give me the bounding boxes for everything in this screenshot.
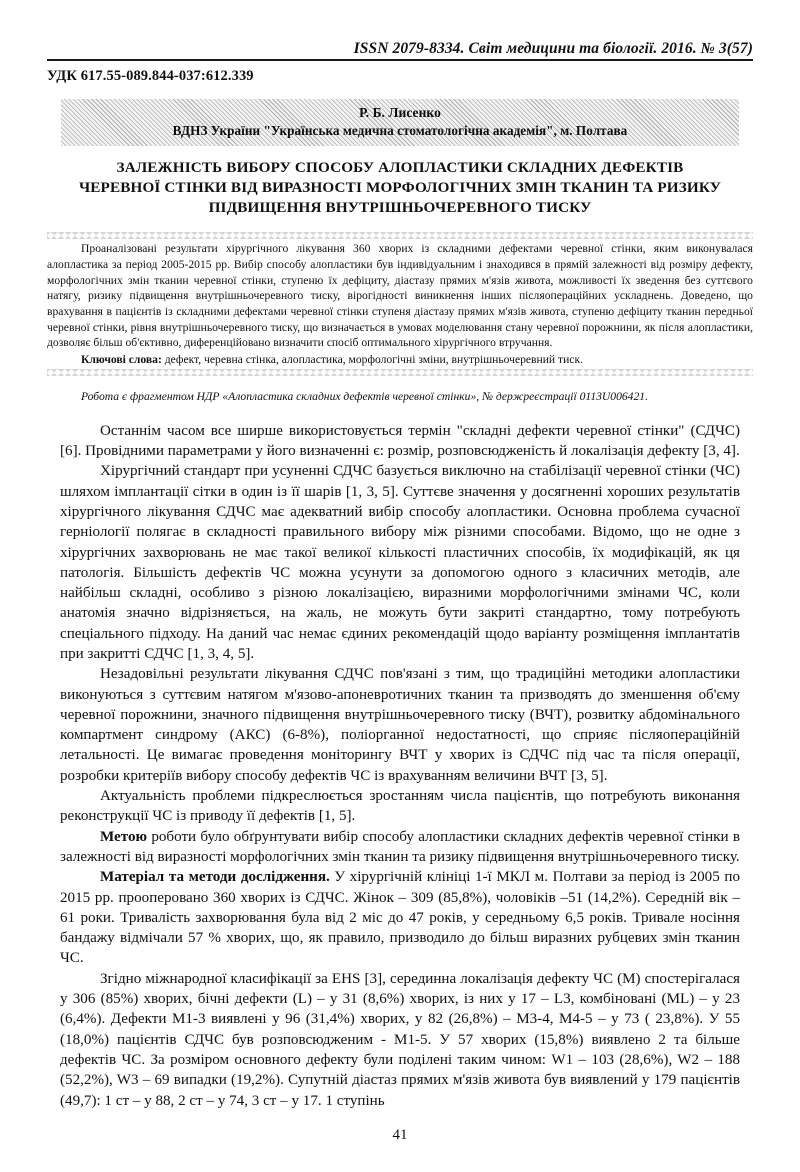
author-affiliation-block — [61, 99, 739, 146]
running-head: ISSN 2079-8334. Світ медицини та біології. 2016. № 3(57) — [353, 40, 753, 57]
methods-label: Матеріал та методи дослідження. — [100, 869, 330, 886]
abstract-bottom-rule — [47, 369, 753, 376]
article-title-line-1: ЗАЛЕЖНІСТЬ ВИБОРУ СПОСОБУ АЛОПЛАСТИКИ СКЛАДНИХ ДЕФЕКТІВ — [116, 158, 684, 176]
article-title-line-3: ПІДВИЩЕННЯ ВНУТРІШНЬОЧЕРЕВНОГО ТИСКУ — [208, 199, 592, 217]
article-title-line-2: ЧЕРЕВНОЇ СТІНКИ ВІД ВИРАЗНОСТІ МОРФОЛОГІЧНИХ ЗМІН ТКАНИН ТА РИЗИКУ — [78, 179, 722, 196]
body-paragraph: Незадовільні результати лікування СДЧС пов'язані з тим, що традиційні методики алопластики виконуються з суттєвим натягом м'язово-апоневротичних тканин та призводять до зменшення об'єму черевної порожнини, значного підвищення внутрішньочеревного тиску (ВЧТ), розвитку абдомінального компартмент синдрому (АКС) (6-8%), поліорганної недостатності, що сприяє післяопераційній летальності. Це вимагає проведення моніторингу ВЧТ у хворих із СДЧС під час та після операції, розробки критеріїв вибору способу дефектів ЧС із врахуванням величини ВЧТ [3, 5]. — [60, 666, 740, 784]
research-grant-note: Робота є фрагментом НДР «Алопластика складних дефектів черевної стінки», № держреєстрації 0113U006421. — [81, 389, 648, 403]
author-affiliation: ВДНЗ України "Українська медична стоматологічна академія", м. Полтава — [172, 123, 628, 139]
purpose-paragraph — [60, 827, 740, 868]
body-paragraph: Актуальність проблеми підкреслюється зростанням числа пацієнтів, що потребують виконання реконструкції ЧС із приводу її дефектів [1, 5]. — [60, 788, 740, 825]
classification-paragraph: Згідно міжнародної класифікації за EHS [3], серединна локалізація дефекту ЧС (М) спостерігалася у 306 (85%) хворих, бічні дефекти (L) – у 31 (8,6%) хворих, із них у 17 – L3, комбіновані (ML) – у 23 (6,4%). Дефекти М1-3 виявлені у 96 (31,4%) хворих, у 82 (26,8%) – М3-4, М4-5 – у 73 ( 23,8%). У 55 (18,0%) пацієнтів СДЧС був розповсюдженим - М1-5. У 57 хворих (15,8%) виявлено 2 та більше дефектів ЧС. За розміром основного дефекту були поділені таким чином: W1 – 103 (28,6%), W2 – 188 (52,2%), W3 – 69 випадки (19,2%). Супутній діастаз прямих м'язів живота був виявлений у 179 пацієнтів (49,7): 1 ст – у 88, 2 ст – у 74, 3 ст – у 17. 1 ступінь — [60, 970, 740, 1109]
abstract-section — [47, 241, 753, 351]
page-number: 41 — [392, 1127, 408, 1143]
body-paragraph: Хірургічний стандарт при усуненні СДЧС базується виключно на стабілізації черевної стінки (ЧС) шляхом імплантації сітки в один із її шарів [1, 3, 5]. Суттєве значення у досягненні хороших результатів хірургічного лікування СДЧС має адекватний вибір способу алопластики. Основна проблема сучасної герніології полягає в складності правильного вибору між різними способами. Відомо, що не одне з хірургічних захворювань не має такої великої кількості пластичних способів, їх модифікацій, як ця патологія. Більшість дефектів ЧС можна усунути за допомогою одного з класичних методів, але найбільш складні, особливо з різною локалізацією, виразними морфологічними змінами ЧС, коли анатомія значно відрізняється, на жаль, не можуть бути закриті стандартно, тому потребують спеціального підходу. На даний час немає єдиних рекомендацій щодо варіанту розміщення імплантатів при закритті СДЧС [1, 3, 4, 5]. — [60, 463, 740, 662]
keywords-label: Ключові слова: — [81, 353, 162, 367]
purpose-text: роботи було обґрунтувати вибір способу алопластики складних дефектів черевної стінки в залежності від виразності морфологічних змін тканин та ризику підвищення внутрішньочеревного тиску. — [60, 828, 740, 865]
methods-paragraph — [60, 867, 740, 968]
body-paragraph: Останнім часом все ширше використовується термін "складні дефекти черевної стінки" (СДЧС) [6]. Провідними параметрами у його визначенні є: розмір, розповсюдженість й локалізація дефекту [3, 4]. — [60, 422, 740, 460]
methods-text: У хірургічній клініці 1-ї МКЛ м. Полтави за період із 2005 по 2015 рр. прооперовано 360 хворих із СДЧС. Жінок – 309 (85,8%), чоловіків –51 (14,2%). Середній вік – 61 роки. Тривалість захворювання була від 2 міс до 47 років, у середньому 6,5 років. Тривале носіння бандажу відмічали 57 % хворих, що, як правило, призводило до більш виразних рубцевих змін тканин ЧС. — [60, 869, 741, 967]
keywords-line — [47, 352, 753, 368]
abstract-text: Проаналізовані результати хірургічного лікування 360 хворих із складними дефектами черевної стінки, яким виконувалася алопластика за період 2005-2015 рр. Вибір способу алопластики був індивідуальним і знаходився в прямій залежності від розміру дефекту, морфологічних змін тканин черевної стінки, ступеню їх дефіциту, діастазу прямих м'язів живота, можливості їх зведення без суттєвого натягу, ризику підвищення внутрішньочеревного тиску, вірогідності виникнення інших післяопераційних ускладнень. Доведено, що врахування в пацієнтів із складними дефектами черевної стінки ступеня діастазу прямих м'язів живота, ступеню дефіциту тканин передньої черевної стінки, рівня внутрішньочеревного тиску, що визначається в умовах моделювання стану черевної порожнини, як після алопластики, дозволяє більш об'єктивно, диференційовано визначити спосіб оптимального хірургічного втручання. — [47, 242, 753, 350]
keywords-value: дефект, черевна стінка, алопластика, морфологічні зміни, внутрішньочеревний тиск. — [161, 353, 583, 367]
abstract-top-rule — [47, 232, 753, 239]
udk-code: УДК 617.55-089.844-037:612.339 — [47, 68, 254, 85]
running-head-container — [47, 40, 753, 61]
journal-page — [0, 40, 800, 1172]
author-name: Р. Б. Лисенко — [359, 105, 441, 121]
article-title — [60, 158, 740, 218]
article-body — [60, 421, 740, 1111]
purpose-label: Метою — [100, 828, 148, 845]
